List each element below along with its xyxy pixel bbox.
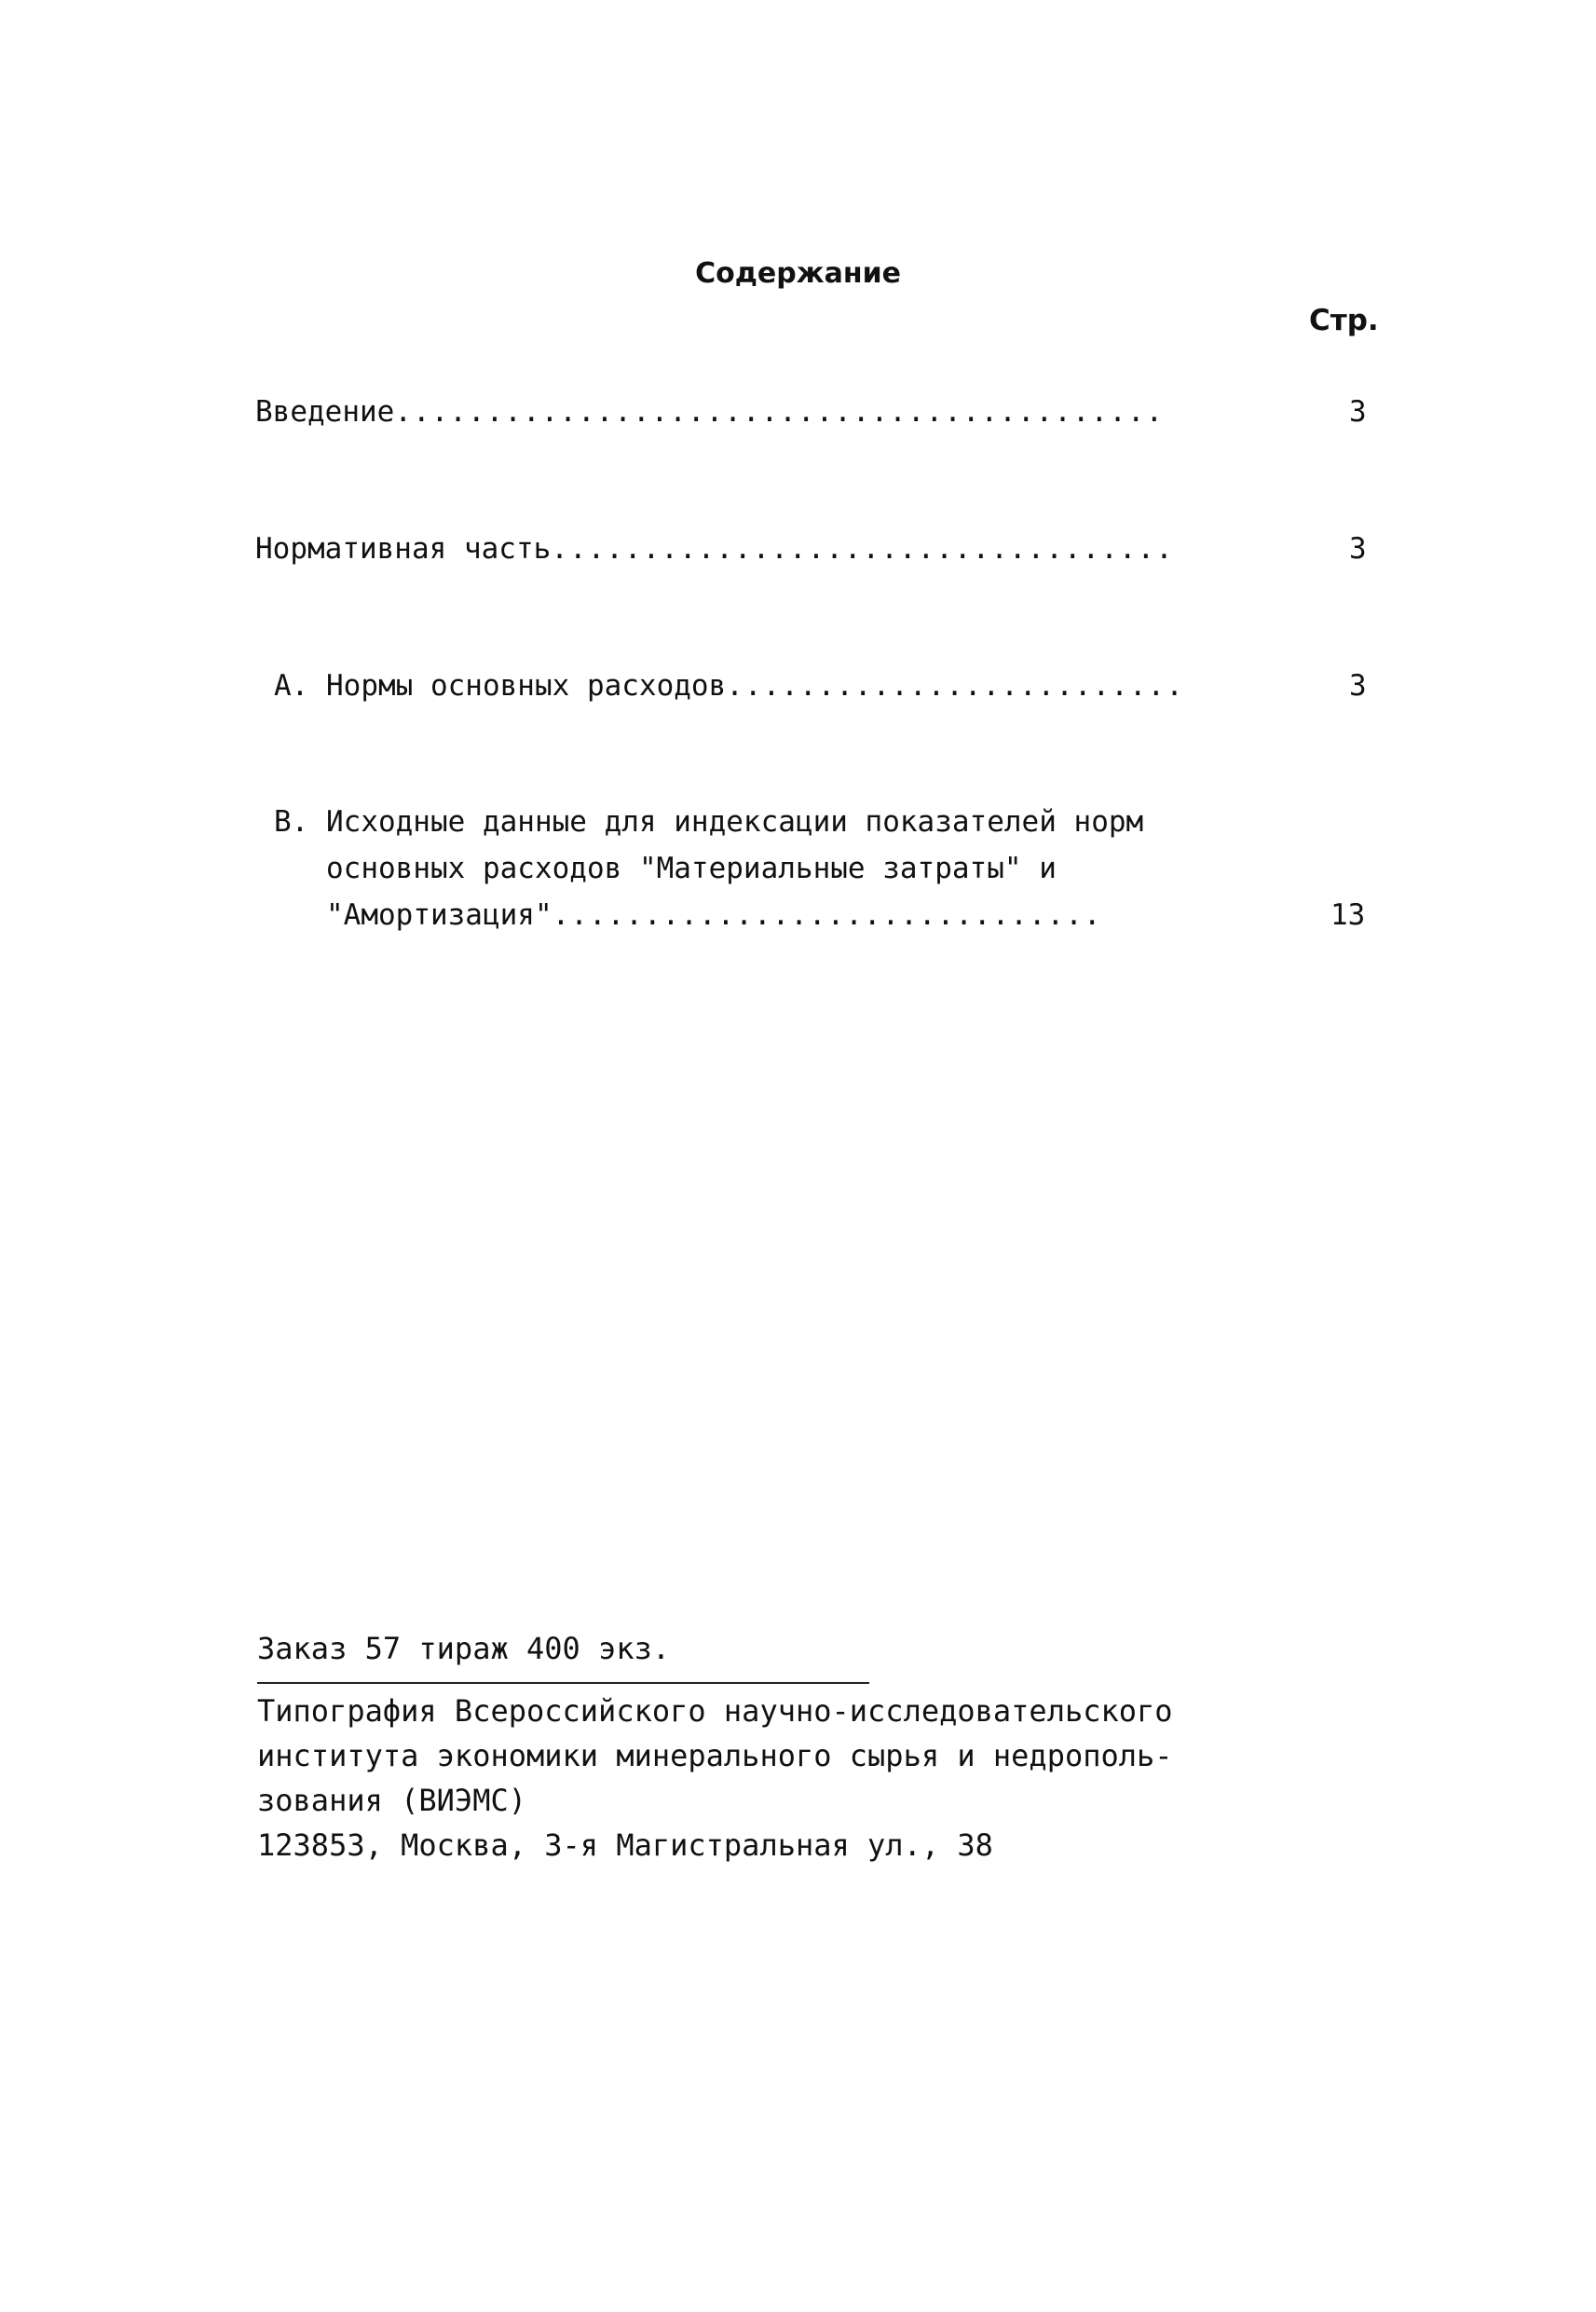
toc-title: Содержание [695,257,901,290]
page-column-header: Стр. [1309,304,1379,337]
toc-page-number: 3 [1349,395,1367,429]
leader-dots: .................................. [551,532,1174,566]
printer-address-line-2: института экономики минерального сырья и недрополь- [257,1738,1173,1773]
printer-address-line-3: зования (ВИЭМС) [257,1783,526,1818]
toc-entry-introduction [255,390,1164,434]
leader-dots: .......................................... [394,395,1165,429]
toc-page-number: 3 [1349,669,1367,703]
toc-entry-label: Введение [255,395,395,429]
toc-entry-label: "Амортизация" [326,898,552,932]
toc-page-number: 13 [1330,898,1366,932]
printer-address-line-4: 123853, Москва, 3-я Магистральная ул., 38 [257,1827,993,1863]
order-line: Заказ 57 тираж 400 экз. [257,1631,671,1666]
printer-address-line-1: Типография Всероссийского научно-исследовательского [257,1693,1173,1729]
leader-dots: .............................. [552,898,1102,932]
toc-entry-label: Нормативная часть [255,532,552,566]
toc-entry-section-b-line-1: В. Исходные данные для индексации показателей норм [274,805,1144,839]
toc-entry-label: А. Нормы основных расходов [274,669,727,703]
toc-entry-section-a [274,664,1184,708]
toc-page-number: 3 [1349,532,1367,566]
toc-entry-section-b-line-3 [326,893,1102,937]
toc-entry-section-b-line-2: основных расходов "Материальные затраты" и [326,852,1057,885]
footer-divider [257,1682,869,1684]
leader-dots: ......................... [726,669,1184,703]
toc-entry-normative-part [255,527,1174,571]
